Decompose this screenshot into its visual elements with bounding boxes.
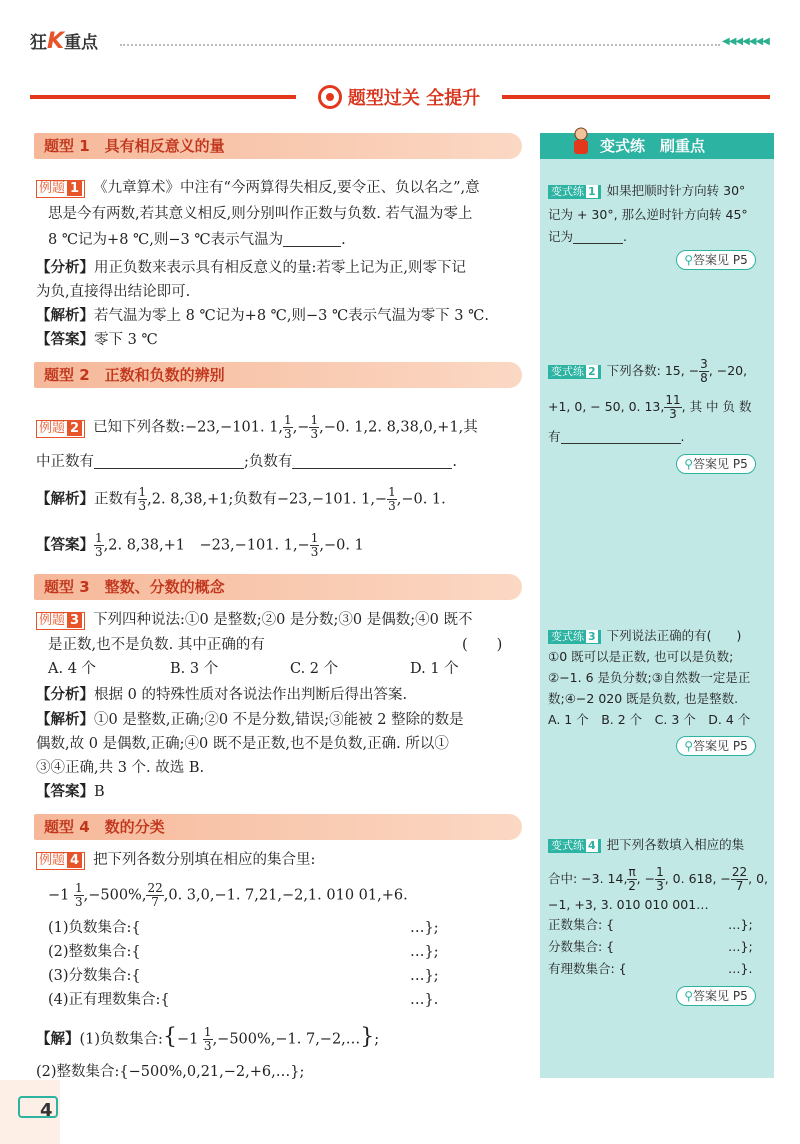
example-4-line-1: 例题 4 把下列各数分别填在相应的集合里: xyxy=(36,850,315,870)
target-icon xyxy=(318,85,342,109)
example-1-line-3: 8 ℃记为+8 ℃,则−3 ℃表示气温为 . xyxy=(48,232,346,248)
arrow-decoration-icon: ◀◀◀◀◀◀◀ xyxy=(722,36,769,47)
variant-3-line-1: 变式练 3 下列说法正确的有( ) xyxy=(548,627,741,645)
set-fraction: (3)分数集合:{ xyxy=(48,968,141,984)
answer-blank[interactable] xyxy=(561,432,681,444)
example-3-line-1: 例题 3 下列四种说法:①0 是整数;②0 是分数;③0 是偶数;④0 既不 xyxy=(36,610,472,630)
variant-4-set-fraction-end[interactable]: …}; xyxy=(728,939,753,954)
set-negative: (1)负数集合:{ xyxy=(48,920,141,936)
option-c: C. 2 个 xyxy=(290,661,339,677)
variant-2-line-3: 有 . xyxy=(548,429,685,444)
option-b: B. 3 个 xyxy=(170,661,219,677)
section-title-2: 题型 2 正数和负数的辨别 xyxy=(34,362,522,388)
variant-1-line-3: 记为 . xyxy=(548,229,627,244)
set-negative-end[interactable]: …}; xyxy=(410,920,439,936)
variant-4-line-3: −1, +3, 3. 010 010 001… xyxy=(548,897,709,912)
variant-tag: 变式练 1 xyxy=(548,185,601,199)
variant-3-line-4: 数;④−2 020 既是负数, 也是整数. xyxy=(548,691,739,706)
variant-1-line-2: 记为 + 30°, 那么逆时针方向转 45° xyxy=(548,207,748,222)
set-integer-end[interactable]: …}; xyxy=(410,944,439,960)
set-positive-rational-end[interactable]: …}. xyxy=(410,992,439,1008)
example-1-line-2: 思是今有两数,若其意义相反,则分别叫作正数与负数. 若气温为零上 xyxy=(48,206,473,222)
variant-3-line-3: ②−1. 6 是负分数;③自然数一定是正 xyxy=(548,670,751,685)
example-tag: 例题 2 xyxy=(36,420,85,438)
answer-ref-4[interactable]: ⚲答案见 P5 xyxy=(676,986,756,1006)
example-3-solution: 【解析】①0 是整数,正确;②0 不是分数,错误;③能被 2 整除的数是 xyxy=(36,712,464,728)
example-3-solution-3: ③④正确,共 3 个. 故选 B. xyxy=(36,760,205,776)
variant-tag: 变式练 3 xyxy=(548,630,601,644)
variant-4-set-fraction: 分数集合: { xyxy=(548,939,615,954)
section-title-3: 题型 3 整数、分数的概念 xyxy=(34,574,522,600)
page-banner: 题型过关 全提升 xyxy=(296,80,502,114)
answer-ref-2[interactable]: ⚲答案见 P5 xyxy=(676,454,756,474)
set-fraction-end[interactable]: …}; xyxy=(410,968,439,984)
banner-line-right xyxy=(500,95,770,99)
example-1-solution: 【解析】若气温为零上 8 ℃记为+8 ℃,则−3 ℃表示气温为零下 3 ℃. xyxy=(36,308,489,324)
answer-ref-3[interactable]: ⚲答案见 P5 xyxy=(676,736,756,756)
variant-tag: 变式练 4 xyxy=(548,839,601,853)
variant-1-line-1: 变式练 1 如果把顺时针方向转 30° xyxy=(548,182,745,200)
variant-3-line-2: ①0 既可以是正数, 也可以是负数; xyxy=(548,649,734,664)
set-integer: (2)整数集合:{ xyxy=(48,944,141,960)
variant-4-set-rational: 有理数集合: { xyxy=(548,961,627,976)
variant-2-line-2: +1, 0, − 50, 0. 13, $\frac{11}{3}$ , 其 中 负 数 xyxy=(548,393,752,421)
set-positive-rational: (4)正有理数集合:{ xyxy=(48,992,170,1008)
answer-ref-1[interactable]: ⚲答案见 P5 xyxy=(676,250,756,270)
side-panel xyxy=(540,133,774,1078)
logo: 狂K重点 xyxy=(30,29,99,54)
example-2-line-1: 例题 2 已知下列各数:−23,−101. 1, $\frac{1}{3}$ ,− $\frac{1}{3}$ ,−0. 1,2. 8,38,0,+1,其 xyxy=(36,414,478,441)
variant-3-options: A. 1 个 B. 2 个 C. 3 个 D. 4 个 xyxy=(548,712,751,727)
example-4-solution-2: (2)整数集合:{−500%,0,21,−2,+6,…}; xyxy=(36,1064,305,1080)
variant-4-set-positive: 正数集合: { xyxy=(548,917,615,932)
answer-blank[interactable] xyxy=(283,233,341,247)
option-d: D. 1 个 xyxy=(410,661,459,677)
answer-paren[interactable]: ( ) xyxy=(462,637,503,653)
variant-4-set-rational-end[interactable]: …}. xyxy=(728,961,753,976)
example-4-solution-1: 【解】(1)负数集合:{−1 $\frac{1}{3}$ ,−500%,−1. 7,−2,…}; xyxy=(36,1024,380,1053)
negative-blank[interactable] xyxy=(292,455,452,469)
variant-4-line-2: 合中: −3. 14, $\frac{\pi}{2}$ , − $\frac{1}{3}$ , 0. 618, − $\frac{22}{7}$ , 0, xyxy=(548,865,769,893)
example-4-numbers: −1 $\frac{1}{3}$ ,−500%, $\frac{22}{7}$ ,0. 3,0,−1. 7,21,−2,1. 010 01,+6. xyxy=(48,881,408,909)
example-1-line-1: 例题 1 《九章算术》中注有“今两算得失相反,要令正、负以名之”,意 xyxy=(36,178,480,198)
variant-4-set-positive-end[interactable]: …}; xyxy=(728,917,753,932)
option-a: A. 4 个 xyxy=(48,661,97,677)
example-tag: 例题 3 xyxy=(36,612,85,630)
example-1-analysis: 【分析】用正负数来表示具有相反意义的量:若零上记为正,则零下记 xyxy=(36,260,466,276)
example-3-solution-2: 偶数,故 0 是偶数,正确;④0 既不是正数,也不是负数,正确. 所以① xyxy=(36,736,449,752)
top-divider xyxy=(120,44,720,46)
example-2-line-2: 中正数有 ;负数有 . xyxy=(36,454,457,470)
student-icon xyxy=(570,127,592,157)
example-3-analysis: 【分析】根据 0 的特殊性质对各说法作出判断后得出答案. xyxy=(36,687,408,703)
example-tag: 例题 4 xyxy=(36,852,85,870)
example-3-line-2: 是正数,也不是负数. 其中正确的有 xyxy=(48,637,265,653)
section-title-1: 题型 1 具有相反意义的量 xyxy=(34,133,522,159)
page-number: 4 xyxy=(40,1100,53,1121)
example-tag: 例题 1 xyxy=(36,180,85,198)
example-1-analysis-2: 为负,直接得出结论即可. xyxy=(36,284,191,300)
variant-4-line-1: 变式练 4 把下列各数填入相应的集 xyxy=(548,836,744,854)
variant-2-line-1: 变式练 2 下列各数: 15, − $\frac{3}{8}$ , −20, xyxy=(548,358,747,385)
banner-line-left xyxy=(30,95,300,99)
answer-blank[interactable] xyxy=(573,232,623,244)
example-2-solution: 【解析】正数有 $\frac{1}{3}$ ,2. 8,38,+1;负数有−23,−101. 1,− $\frac{1}{3}$ ,−0. 1. xyxy=(36,485,446,513)
section-title-4: 题型 4 数的分类 xyxy=(34,814,522,840)
variant-tag: 变式练 2 xyxy=(548,365,601,379)
example-3-answer: 【答案】B xyxy=(36,784,105,800)
side-panel-header: 变式练 刷重点 xyxy=(540,133,774,159)
example-1-answer: 【答案】零下 3 ℃ xyxy=(36,332,158,348)
positive-blank[interactable] xyxy=(94,455,244,469)
example-2-answer: 【答案】 $\frac{1}{3}$ ,2. 8,38,+1 −23,−101. 1,− $\frac{1}{3}$ ,−0. 1 xyxy=(36,531,364,559)
